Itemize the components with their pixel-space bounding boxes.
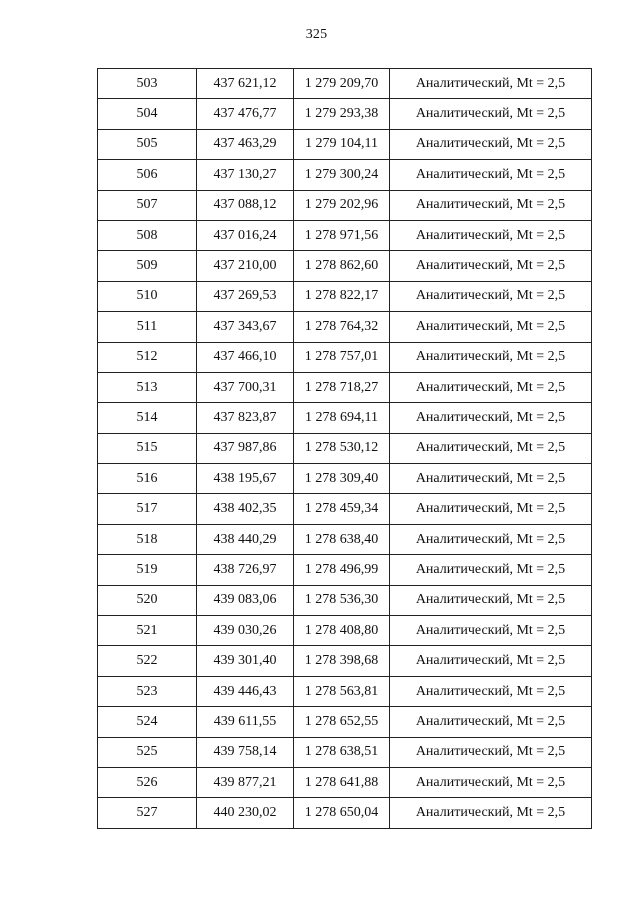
x-coordinate-cell: 439 877,21 <box>197 767 294 797</box>
point-number-cell: 514 <box>98 403 197 433</box>
page-number: 325 <box>305 27 328 42</box>
x-coordinate-cell: 437 476,77 <box>197 99 294 129</box>
point-number-cell: 523 <box>98 676 197 706</box>
point-number-cell: 525 <box>98 737 197 767</box>
point-number-cell: 507 <box>98 190 197 220</box>
method-cell: Аналитический, Mt = 2,5 <box>390 372 592 402</box>
x-coordinate-cell: 437 343,67 <box>197 312 294 342</box>
y-coordinate-cell: 1 278 638,40 <box>294 524 390 554</box>
method-cell: Аналитический, Mt = 2,5 <box>390 646 592 676</box>
y-coordinate-cell: 1 278 536,30 <box>294 585 390 615</box>
y-coordinate-cell: 1 278 718,27 <box>294 372 390 402</box>
x-coordinate-cell: 437 823,87 <box>197 403 294 433</box>
point-number-cell: 522 <box>98 646 197 676</box>
method-cell: Аналитический, Mt = 2,5 <box>390 251 592 281</box>
x-coordinate-cell: 438 402,35 <box>197 494 294 524</box>
table-row <box>98 798 592 828</box>
method-cell: Аналитический, Mt = 2,5 <box>390 676 592 706</box>
coordinates-table <box>97 68 592 829</box>
point-number-cell: 511 <box>98 312 197 342</box>
x-coordinate-cell: 439 030,26 <box>197 616 294 646</box>
method-cell: Аналитический, Mt = 2,5 <box>390 220 592 250</box>
table-row <box>98 403 592 433</box>
y-coordinate-cell: 1 279 300,24 <box>294 160 390 190</box>
x-coordinate-cell: 437 621,12 <box>197 69 294 99</box>
table-row <box>98 129 592 159</box>
y-coordinate-cell: 1 279 293,38 <box>294 99 390 129</box>
y-coordinate-cell: 1 278 459,34 <box>294 494 390 524</box>
x-coordinate-cell: 437 463,29 <box>197 129 294 159</box>
point-number-cell: 527 <box>98 798 197 828</box>
method-cell: Аналитический, Mt = 2,5 <box>390 494 592 524</box>
point-number-cell: 513 <box>98 372 197 402</box>
y-coordinate-cell: 1 278 563,81 <box>294 676 390 706</box>
x-coordinate-cell: 439 446,43 <box>197 676 294 706</box>
method-cell: Аналитический, Mt = 2,5 <box>390 342 592 372</box>
y-coordinate-cell: 1 279 202,96 <box>294 190 390 220</box>
method-cell: Аналитический, Mt = 2,5 <box>390 69 592 99</box>
y-coordinate-cell: 1 278 641,88 <box>294 767 390 797</box>
point-number-cell: 517 <box>98 494 197 524</box>
x-coordinate-cell: 437 987,86 <box>197 433 294 463</box>
table-row <box>98 616 592 646</box>
y-coordinate-cell: 1 278 757,01 <box>294 342 390 372</box>
point-number-cell: 516 <box>98 464 197 494</box>
y-coordinate-cell: 1 278 822,17 <box>294 281 390 311</box>
x-coordinate-cell: 439 758,14 <box>197 737 294 767</box>
x-coordinate-cell: 440 230,02 <box>197 798 294 828</box>
point-number-cell: 526 <box>98 767 197 797</box>
point-number-cell: 512 <box>98 342 197 372</box>
point-number-cell: 519 <box>98 555 197 585</box>
y-coordinate-cell: 1 278 650,04 <box>294 798 390 828</box>
table-row <box>98 555 592 585</box>
method-cell: Аналитический, Mt = 2,5 <box>390 585 592 615</box>
x-coordinate-cell: 438 440,29 <box>197 524 294 554</box>
method-cell: Аналитический, Mt = 2,5 <box>390 129 592 159</box>
table-row <box>98 494 592 524</box>
point-number-cell: 508 <box>98 220 197 250</box>
y-coordinate-cell: 1 278 638,51 <box>294 737 390 767</box>
method-cell: Аналитический, Mt = 2,5 <box>390 312 592 342</box>
method-cell: Аналитический, Mt = 2,5 <box>390 464 592 494</box>
table-row <box>98 767 592 797</box>
y-coordinate-cell: 1 278 496,99 <box>294 555 390 585</box>
y-coordinate-cell: 1 279 209,70 <box>294 69 390 99</box>
x-coordinate-cell: 439 301,40 <box>197 646 294 676</box>
table-row <box>98 464 592 494</box>
method-cell: Аналитический, Mt = 2,5 <box>390 555 592 585</box>
x-coordinate-cell: 437 130,27 <box>197 160 294 190</box>
y-coordinate-cell: 1 278 694,11 <box>294 403 390 433</box>
table-row <box>98 281 592 311</box>
y-coordinate-cell: 1 278 408,80 <box>294 616 390 646</box>
y-coordinate-cell: 1 278 530,12 <box>294 433 390 463</box>
table-row <box>98 646 592 676</box>
point-number-cell: 505 <box>98 129 197 159</box>
point-number-cell: 503 <box>98 69 197 99</box>
table-row <box>98 160 592 190</box>
table-row <box>98 372 592 402</box>
method-cell: Аналитический, Mt = 2,5 <box>390 190 592 220</box>
method-cell: Аналитический, Mt = 2,5 <box>390 403 592 433</box>
table-row <box>98 342 592 372</box>
method-cell: Аналитический, Mt = 2,5 <box>390 707 592 737</box>
x-coordinate-cell: 437 466,10 <box>197 342 294 372</box>
x-coordinate-cell: 438 726,97 <box>197 555 294 585</box>
table-row <box>98 99 592 129</box>
point-number-cell: 510 <box>98 281 197 311</box>
method-cell: Аналитический, Mt = 2,5 <box>390 616 592 646</box>
table-row <box>98 524 592 554</box>
x-coordinate-cell: 439 083,06 <box>197 585 294 615</box>
x-coordinate-cell: 437 088,12 <box>197 190 294 220</box>
method-cell: Аналитический, Mt = 2,5 <box>390 281 592 311</box>
y-coordinate-cell: 1 278 862,60 <box>294 251 390 281</box>
x-coordinate-cell: 439 611,55 <box>197 707 294 737</box>
y-coordinate-cell: 1 278 971,56 <box>294 220 390 250</box>
point-number-cell: 518 <box>98 524 197 554</box>
table-row <box>98 585 592 615</box>
table-row <box>98 69 592 99</box>
y-coordinate-cell: 1 278 764,32 <box>294 312 390 342</box>
method-cell: Аналитический, Mt = 2,5 <box>390 737 592 767</box>
y-coordinate-cell: 1 278 309,40 <box>294 464 390 494</box>
method-cell: Аналитический, Mt = 2,5 <box>390 433 592 463</box>
table-row <box>98 707 592 737</box>
x-coordinate-cell: 437 016,24 <box>197 220 294 250</box>
point-number-cell: 515 <box>98 433 197 463</box>
method-cell: Аналитический, Mt = 2,5 <box>390 524 592 554</box>
x-coordinate-cell: 437 210,00 <box>197 251 294 281</box>
point-number-cell: 506 <box>98 160 197 190</box>
method-cell: Аналитический, Mt = 2,5 <box>390 160 592 190</box>
x-coordinate-cell: 437 269,53 <box>197 281 294 311</box>
point-number-cell: 509 <box>98 251 197 281</box>
method-cell: Аналитический, Mt = 2,5 <box>390 99 592 129</box>
method-cell: Аналитический, Mt = 2,5 <box>390 767 592 797</box>
table-row <box>98 251 592 281</box>
table-row <box>98 737 592 767</box>
table-row <box>98 312 592 342</box>
y-coordinate-cell: 1 278 398,68 <box>294 646 390 676</box>
x-coordinate-cell: 437 700,31 <box>197 372 294 402</box>
point-number-cell: 521 <box>98 616 197 646</box>
x-coordinate-cell: 438 195,67 <box>197 464 294 494</box>
table-row <box>98 676 592 706</box>
table-row <box>98 190 592 220</box>
point-number-cell: 520 <box>98 585 197 615</box>
table-row <box>98 220 592 250</box>
point-number-cell: 504 <box>98 99 197 129</box>
point-number-cell: 524 <box>98 707 197 737</box>
coordinates-table-body <box>98 69 592 829</box>
y-coordinate-cell: 1 278 652,55 <box>294 707 390 737</box>
table-row <box>98 433 592 463</box>
method-cell: Аналитический, Mt = 2,5 <box>390 798 592 828</box>
y-coordinate-cell: 1 279 104,11 <box>294 129 390 159</box>
